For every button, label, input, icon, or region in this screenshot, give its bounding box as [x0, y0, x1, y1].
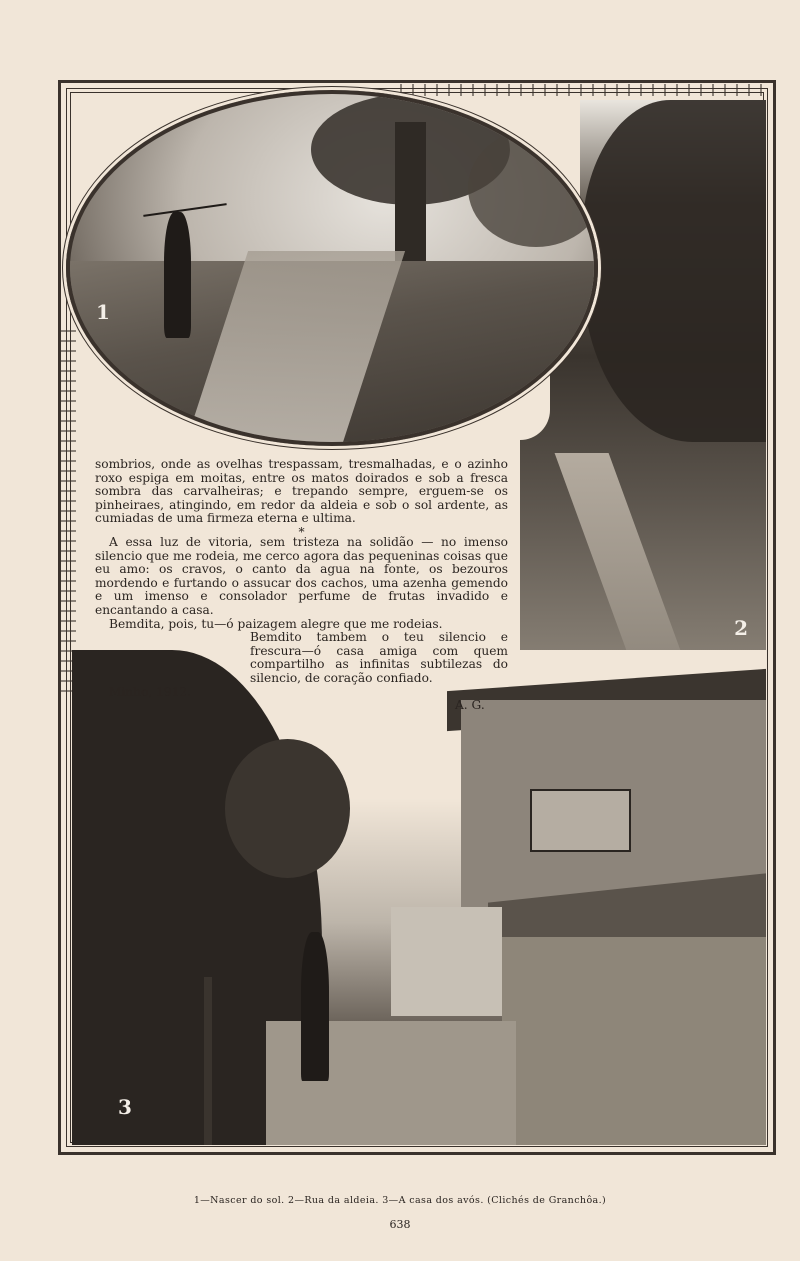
place-date: Minho, 1912. — [109, 684, 192, 699]
hoe — [144, 203, 227, 217]
tree — [225, 739, 350, 878]
photo-number-1: 1 — [96, 300, 110, 324]
photo-number-3: 3 — [118, 1095, 132, 1119]
article-paragraph: A essa luz de vitoria, sem tristeza na solidão — no imenso silencio que me rodeia, me cerco agora das pequeninas coisas que eu amo: os cravos, o canto da agua na fonte, os bezouros mordendo e furtando o assucar dos cachos, uma azenha gemendo e um imenso e consolador perfume de frutas invadido e encantando a casa. — [95, 534, 508, 617]
balcony — [530, 789, 631, 852]
fence-post — [204, 977, 212, 1145]
photo-sunrise — [66, 90, 598, 446]
page-number: 638 — [389, 1218, 411, 1231]
dirt-path — [554, 453, 687, 670]
tree-canopy — [582, 100, 767, 442]
photo-number-2: 2 — [734, 616, 748, 640]
ornament-top — [400, 84, 770, 96]
small-house — [391, 907, 502, 1016]
signature-initials: A. G. — [455, 698, 485, 713]
signature — [95, 699, 508, 713]
article-paragraph: Bemdito tambem o teu silencio e frescura—ó casa amiga com quem compartilho as infinitas subtilezas do silencio, de coração confiado. — [250, 630, 508, 685]
article-paragraph: sombrios, onde as ovelhas trespassam, tresmalhadas, e o azinho roxo espiga em moitas, entre os matos doirados e sob a fresca sombra das carvalheiras; e trepando sempre, erguem-se os pinheiraes, atingindo, em redor da aldeia e sob o sol ardente, as cumiadas de uma firmeza eterna e ultima. — [95, 457, 508, 526]
photo-caption: 1—Nascer do sol. 2—Rua da aldeia. 3—A casa dos avós. (Clichés de Granchôa.) — [193, 1195, 607, 1206]
article-text — [95, 458, 508, 713]
photo-grandparents-house — [72, 650, 766, 1145]
woman-figure — [301, 932, 329, 1081]
tree-crown — [468, 129, 598, 247]
farmer-figure — [164, 212, 190, 337]
section-separator: * — [298, 524, 305, 539]
article-paragraph: Bemdita, pois, tu—ó paizagem alegre que me rodeias. — [109, 616, 443, 631]
stone-wall — [502, 937, 766, 1145]
